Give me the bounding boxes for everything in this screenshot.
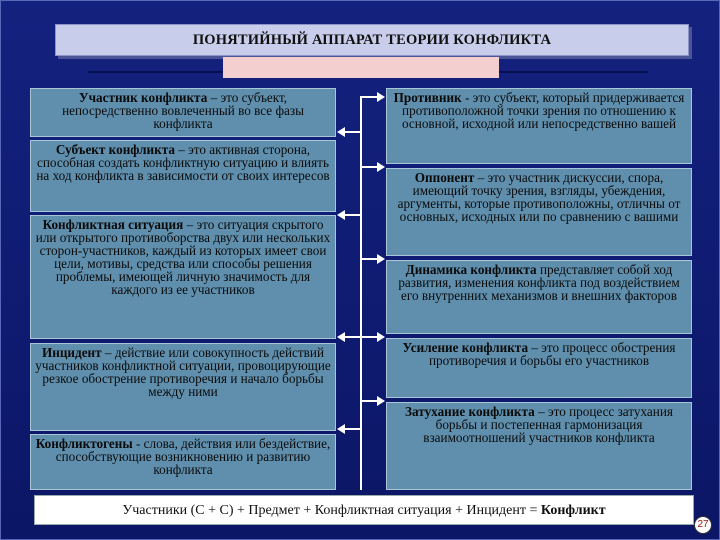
definition-conflictogens xyxy=(30,434,336,490)
page-number: 27 xyxy=(694,516,712,534)
formula-result: Конфликт xyxy=(540,503,606,518)
definition-subject xyxy=(30,140,336,212)
term: Затухание конфликта xyxy=(405,404,535,419)
definition-participant xyxy=(30,88,336,137)
definition-text: - слова, действия или бездействие, способствующие возникновению и развитию конфликта xyxy=(55,436,331,477)
arrow-left xyxy=(344,131,361,133)
definition-text: – это ситуация скрытого или открытого противоборства двух или нескольких сторон-участников, каждый из которых имеет свои цели, мотивы, средства или способы решения проблемы, имеющей личную значимость для каждого из ее участников xyxy=(35,217,331,297)
decorative-bar xyxy=(223,57,499,78)
arrow-right xyxy=(360,400,378,402)
conflict-formula xyxy=(34,495,694,525)
term: Субъект конфликта xyxy=(55,142,175,157)
arrow-right xyxy=(360,258,378,260)
definition-text: – это субъект, непосредственно вовлеченный во все фазы конфликта xyxy=(62,90,304,131)
definition-text: – это участник дискуссии, спора, имеющий точку зрения, взгляды, убеждения, аргументы, которые противоположны, отличны от основных, исходных или по сравнению с вашими xyxy=(397,170,681,224)
definition-text: представляет собой ход развития, изменения конфликта под воздействием его внутренних механизмов и внешних факторов xyxy=(398,262,680,303)
term: Усиление конфликта xyxy=(402,340,529,355)
slide-title: ПОНЯТИЙНЫЙ АППАРАТ ТЕОРИИ КОНФЛИКТА xyxy=(55,24,689,56)
term: Участник конфликта xyxy=(78,90,208,105)
term: Оппонент xyxy=(414,170,475,185)
formula-text: Участники (С + С) + Предмет + Конфликтная ситуация + Инцидент = xyxy=(122,503,541,518)
arrow-left xyxy=(344,214,361,216)
definition-incident xyxy=(30,343,336,431)
term: Динамика конфликта xyxy=(405,262,537,277)
arrow-right xyxy=(360,166,378,168)
definition-fading xyxy=(386,402,692,490)
definition-opponent xyxy=(386,168,692,256)
arrow-left xyxy=(344,428,361,430)
definition-text: – это активная сторона, способная создать конфликтную ситуацию и влиять на ход конфликта в зависимости от своих интересов xyxy=(36,142,330,183)
arrow-right xyxy=(360,336,378,338)
definition-conflict-situation xyxy=(30,215,336,339)
term: Конфликтная ситуация xyxy=(42,217,184,232)
term: Конфликтогены xyxy=(35,436,133,451)
arrow-right xyxy=(360,96,378,98)
definition-text: – это процесс обострения противоречия и борьбы его участников xyxy=(428,340,676,368)
term: Противник xyxy=(393,90,462,105)
arrow-left xyxy=(344,336,361,338)
definition-text: – это процесс затухания борьбы и постепенная гармонизация взаимоотношений участников конфликта xyxy=(423,404,673,445)
definition-text: – действие или совокупность действий участников конфликтной ситуации, провоцирующие резкое обострение противоречия и начало борьбы между ними xyxy=(35,345,331,399)
definition-escalation xyxy=(386,338,692,398)
definition-text: - это субъект, который придерживается противоположной точки зрения по отношению к основной, исходной или непосредственно вашей xyxy=(401,90,685,131)
definition-adversary xyxy=(386,88,692,164)
connector-spine xyxy=(360,96,362,490)
term: Инцидент xyxy=(41,345,102,360)
definition-dynamics xyxy=(386,260,692,334)
